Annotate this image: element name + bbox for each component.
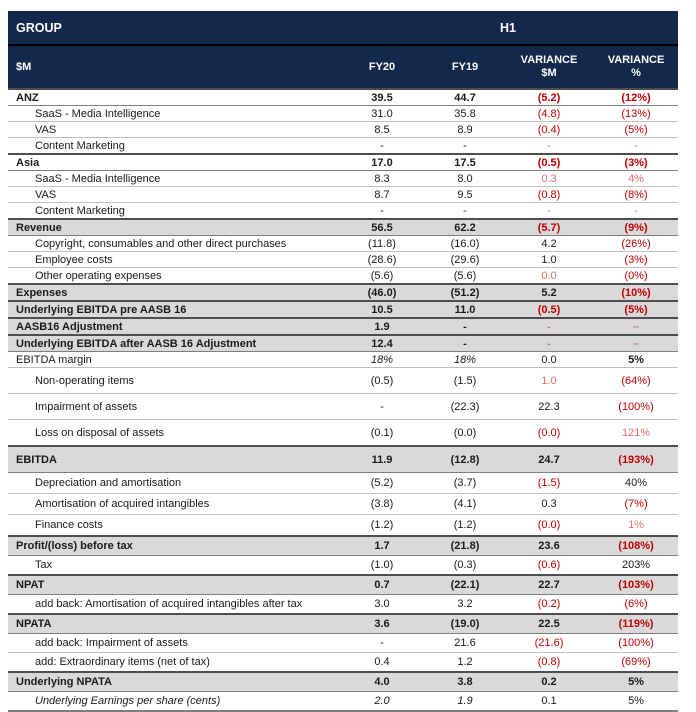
table-row	[8, 420, 678, 447]
variance-m-line1: VARIANCE	[520, 54, 578, 66]
variance-m-value: -	[504, 335, 594, 352]
table-row	[8, 575, 678, 595]
fy19-value: (5.6)	[426, 268, 504, 285]
table-row	[8, 138, 678, 155]
variance-m-value: (21.6)	[504, 634, 594, 653]
fy20-value: 1.9	[338, 318, 426, 335]
variance-m-value: (1.5)	[504, 473, 594, 494]
fy19-value: -	[426, 318, 504, 335]
row-label: Loss on disposal of assets	[8, 420, 338, 447]
fy19-value: (1.5)	[426, 368, 504, 394]
table-row	[8, 556, 678, 576]
fy19-value: 9.5	[426, 187, 504, 203]
variance-pct-value: (64%)	[594, 368, 678, 394]
fy20-value: 8.7	[338, 187, 426, 203]
row-label: Copyright, consumables and other direct purchases	[8, 236, 338, 252]
row-label: Impairment of assets	[8, 394, 338, 420]
fy19-value: 11.0	[426, 301, 504, 318]
variance-m-value: 0.0	[504, 268, 594, 285]
fy19-value: -	[426, 203, 504, 220]
fy20-value: (5.6)	[338, 268, 426, 285]
table-row	[8, 335, 678, 352]
row-label: Employee costs	[8, 252, 338, 268]
table-row	[8, 536, 678, 556]
variance-m-value: (0.6)	[504, 556, 594, 576]
row-label: Asia	[8, 154, 338, 171]
variance-pct-value: (12%)	[594, 89, 678, 106]
variance-pct-value: (26%)	[594, 236, 678, 252]
variance-pct-value: 5%	[594, 672, 678, 692]
fy19-value: (21.8)	[426, 536, 504, 556]
table-row	[8, 236, 678, 252]
row-label: Revenue	[8, 219, 338, 236]
fy20-value: (0.1)	[338, 420, 426, 447]
variance-pct-value: 5%	[594, 352, 678, 368]
table-row	[8, 368, 678, 394]
row-label: EBITDA	[8, 446, 338, 473]
fy19-value: 17.5	[426, 154, 504, 171]
variance-pct-value: (0%)	[594, 268, 678, 285]
variance-m-value: 0.3	[504, 171, 594, 187]
fy19-value: (22.1)	[426, 575, 504, 595]
fy19-value: (0.0)	[426, 420, 504, 447]
variance-m-value: 22.3	[504, 394, 594, 420]
fy20-value: 2.0	[338, 692, 426, 712]
variance-m-value: (0.0)	[504, 420, 594, 447]
fy20-value: 8.5	[338, 122, 426, 138]
row-label: Depreciation and amortisation	[8, 473, 338, 494]
fy19-value: 44.7	[426, 89, 504, 106]
fy20-value: 10.5	[338, 301, 426, 318]
variance-m-value: -	[504, 203, 594, 220]
fy20-value: 3.6	[338, 614, 426, 634]
variance-pct-value: (13%)	[594, 106, 678, 122]
variance-pct-value: 4%	[594, 171, 678, 187]
variance-m-value: (5.2)	[504, 89, 594, 106]
fy20-value: -	[338, 203, 426, 220]
table-row	[8, 154, 678, 171]
variance-pct-line1: VARIANCE	[607, 54, 665, 66]
fy20-value: 18%	[338, 352, 426, 368]
column-header-units: $M	[8, 45, 338, 89]
row-label: Other operating expenses	[8, 268, 338, 285]
variance-m-value: 22.7	[504, 575, 594, 595]
variance-pct-value: (9%)	[594, 219, 678, 236]
fy20-value: (5.2)	[338, 473, 426, 494]
variance-m-value: 0.2	[504, 672, 594, 692]
row-label: Tax	[8, 556, 338, 576]
fy19-value: 21.6	[426, 634, 504, 653]
group-h1-results-table	[8, 11, 678, 712]
variance-m-value: 0.0	[504, 352, 594, 368]
table-row	[8, 352, 678, 368]
fy19-value: 1.9	[426, 692, 504, 712]
fy19-value: (4.1)	[426, 494, 504, 515]
fy20-value: 0.4	[338, 653, 426, 673]
fy19-value: 35.8	[426, 106, 504, 122]
row-label: Content Marketing	[8, 203, 338, 220]
row-label: AASB16 Adjustment	[8, 318, 338, 335]
fy19-value: (0.3)	[426, 556, 504, 576]
fy20-value: 56.5	[338, 219, 426, 236]
variance-pct-value: (7%)	[594, 494, 678, 515]
fy20-value: 12.4	[338, 335, 426, 352]
column-header-variance-pct	[594, 45, 678, 89]
table-row	[8, 219, 678, 236]
variance-m-value: -	[504, 318, 594, 335]
table-row	[8, 284, 678, 301]
variance-pct-value: 1%	[594, 515, 678, 537]
fy20-value: 4.0	[338, 672, 426, 692]
fy20-value: (1.2)	[338, 515, 426, 537]
column-header-fy19: FY19	[426, 45, 504, 89]
variance-m-value: 5.2	[504, 284, 594, 301]
variance-m-line2: $M	[541, 67, 557, 79]
variance-pct-value: (3%)	[594, 154, 678, 171]
row-label: Underlying Earnings per share (cents)	[8, 692, 338, 712]
fy19-value: -	[426, 335, 504, 352]
variance-pct-line2: %	[631, 67, 641, 79]
fy20-value: (28.6)	[338, 252, 426, 268]
fy19-value: -	[426, 138, 504, 155]
fy19-value: (51.2)	[426, 284, 504, 301]
table-row	[8, 394, 678, 420]
fy19-value: 8.9	[426, 122, 504, 138]
table-row	[8, 446, 678, 473]
table-row	[8, 89, 678, 106]
row-label: ANZ	[8, 89, 338, 106]
fy20-value: (3.8)	[338, 494, 426, 515]
variance-m-value: (4.8)	[504, 106, 594, 122]
variance-pct-value: (69%)	[594, 653, 678, 673]
variance-pct-value: (100%)	[594, 394, 678, 420]
table-row	[8, 268, 678, 285]
variance-m-value: 1.0	[504, 252, 594, 268]
fy19-value: (19.0)	[426, 614, 504, 634]
variance-m-value: (0.4)	[504, 122, 594, 138]
fy20-value: (1.0)	[338, 556, 426, 576]
fy20-value: 1.7	[338, 536, 426, 556]
variance-pct-value: (5%)	[594, 301, 678, 318]
fy20-value: (11.8)	[338, 236, 426, 252]
variance-pct-value: -	[594, 203, 678, 220]
variance-pct-value: 5%	[594, 692, 678, 712]
variance-m-value: (0.5)	[504, 301, 594, 318]
variance-m-value: (0.8)	[504, 187, 594, 203]
fy19-value: (12.8)	[426, 446, 504, 473]
fy19-value: 62.2	[426, 219, 504, 236]
fy20-value: (46.0)	[338, 284, 426, 301]
variance-pct-value: (100%)	[594, 634, 678, 653]
period-title: H1	[338, 11, 678, 45]
row-label: VAS	[8, 122, 338, 138]
column-header-variance-m	[504, 45, 594, 89]
variance-m-value: 4.2	[504, 236, 594, 252]
variance-pct-value: (6%)	[594, 595, 678, 615]
variance-pct-value: (3%)	[594, 252, 678, 268]
variance-pct-value: 121%	[594, 420, 678, 447]
row-label: NPATA	[8, 614, 338, 634]
variance-pct-value: (103%)	[594, 575, 678, 595]
fy20-value: 8.3	[338, 171, 426, 187]
variance-m-value: 0.1	[504, 692, 594, 712]
variance-m-value: -	[504, 138, 594, 155]
fy20-value: (0.5)	[338, 368, 426, 394]
variance-m-value: (0.2)	[504, 595, 594, 615]
fy20-value: 31.0	[338, 106, 426, 122]
fy19-value: (22.3)	[426, 394, 504, 420]
variance-pct-value: –	[594, 318, 678, 335]
fy20-value: 0.7	[338, 575, 426, 595]
variance-pct-value: 203%	[594, 556, 678, 576]
table-row	[8, 318, 678, 335]
fy20-value: -	[338, 138, 426, 155]
table-row	[8, 614, 678, 634]
row-label: Underlying EBITDA after AASB 16 Adjustment	[8, 335, 338, 352]
column-header-fy20: FY20	[338, 45, 426, 89]
fy20-value: 3.0	[338, 595, 426, 615]
row-label: add back: Impairment of assets	[8, 634, 338, 653]
row-label: SaaS - Media Intelligence	[8, 171, 338, 187]
row-label: Non-operating items	[8, 368, 338, 394]
table-row	[8, 187, 678, 203]
variance-m-value: (5.7)	[504, 219, 594, 236]
table-row	[8, 171, 678, 187]
table-row	[8, 106, 678, 122]
row-label: add: Extraordinary items (net of tax)	[8, 653, 338, 673]
table-row	[8, 203, 678, 220]
table-row	[8, 634, 678, 653]
row-label: VAS	[8, 187, 338, 203]
fy19-value: 3.8	[426, 672, 504, 692]
variance-pct-value: -	[594, 138, 678, 155]
fy20-value: -	[338, 394, 426, 420]
fy19-value: 8.0	[426, 171, 504, 187]
fy20-value: -	[338, 634, 426, 653]
variance-m-value: (0.8)	[504, 653, 594, 673]
row-label: Content Marketing	[8, 138, 338, 155]
variance-pct-value: (193%)	[594, 446, 678, 473]
variance-m-value: 24.7	[504, 446, 594, 473]
row-label: Amortisation of acquired intangibles	[8, 494, 338, 515]
row-label: Underlying NPATA	[8, 672, 338, 692]
fy19-value: 1.2	[426, 653, 504, 673]
fy20-value: 17.0	[338, 154, 426, 171]
table-row	[8, 672, 678, 692]
table-row	[8, 301, 678, 318]
variance-m-value: 1.0	[504, 368, 594, 394]
row-label: Underlying EBITDA pre AASB 16	[8, 301, 338, 318]
fy19-value: (3.7)	[426, 473, 504, 494]
row-label: EBITDA margin	[8, 352, 338, 368]
table-row	[8, 515, 678, 537]
fy19-value: (1.2)	[426, 515, 504, 537]
variance-m-value: (0.0)	[504, 515, 594, 537]
table-row	[8, 653, 678, 673]
table-row	[8, 595, 678, 615]
row-label: add back: Amortisation of acquired intangibles after tax	[8, 595, 338, 615]
fy19-value: (16.0)	[426, 236, 504, 252]
variance-pct-value: (8%)	[594, 187, 678, 203]
fy19-value: 3.2	[426, 595, 504, 615]
fy19-value: (29.6)	[426, 252, 504, 268]
row-label: SaaS - Media Intelligence	[8, 106, 338, 122]
variance-m-value: 23.6	[504, 536, 594, 556]
table-row	[8, 494, 678, 515]
variance-m-value: 0.3	[504, 494, 594, 515]
variance-m-value: 22.5	[504, 614, 594, 634]
table-header	[8, 11, 678, 89]
variance-pct-value: (119%)	[594, 614, 678, 634]
variance-pct-value: –	[594, 335, 678, 352]
variance-pct-value: 40%	[594, 473, 678, 494]
fy19-value: 18%	[426, 352, 504, 368]
row-label: Finance costs	[8, 515, 338, 537]
group-title: GROUP	[8, 11, 338, 45]
variance-pct-value: (108%)	[594, 536, 678, 556]
table-row	[8, 692, 678, 712]
fy20-value: 11.9	[338, 446, 426, 473]
row-label: Profit/(loss) before tax	[8, 536, 338, 556]
row-label: NPAT	[8, 575, 338, 595]
table-row	[8, 473, 678, 494]
variance-m-value: (0.5)	[504, 154, 594, 171]
variance-pct-value: (10%)	[594, 284, 678, 301]
variance-pct-value: (5%)	[594, 122, 678, 138]
fy20-value: 39.5	[338, 89, 426, 106]
table-row	[8, 252, 678, 268]
table-body	[8, 89, 678, 711]
table-row	[8, 122, 678, 138]
row-label: Expenses	[8, 284, 338, 301]
